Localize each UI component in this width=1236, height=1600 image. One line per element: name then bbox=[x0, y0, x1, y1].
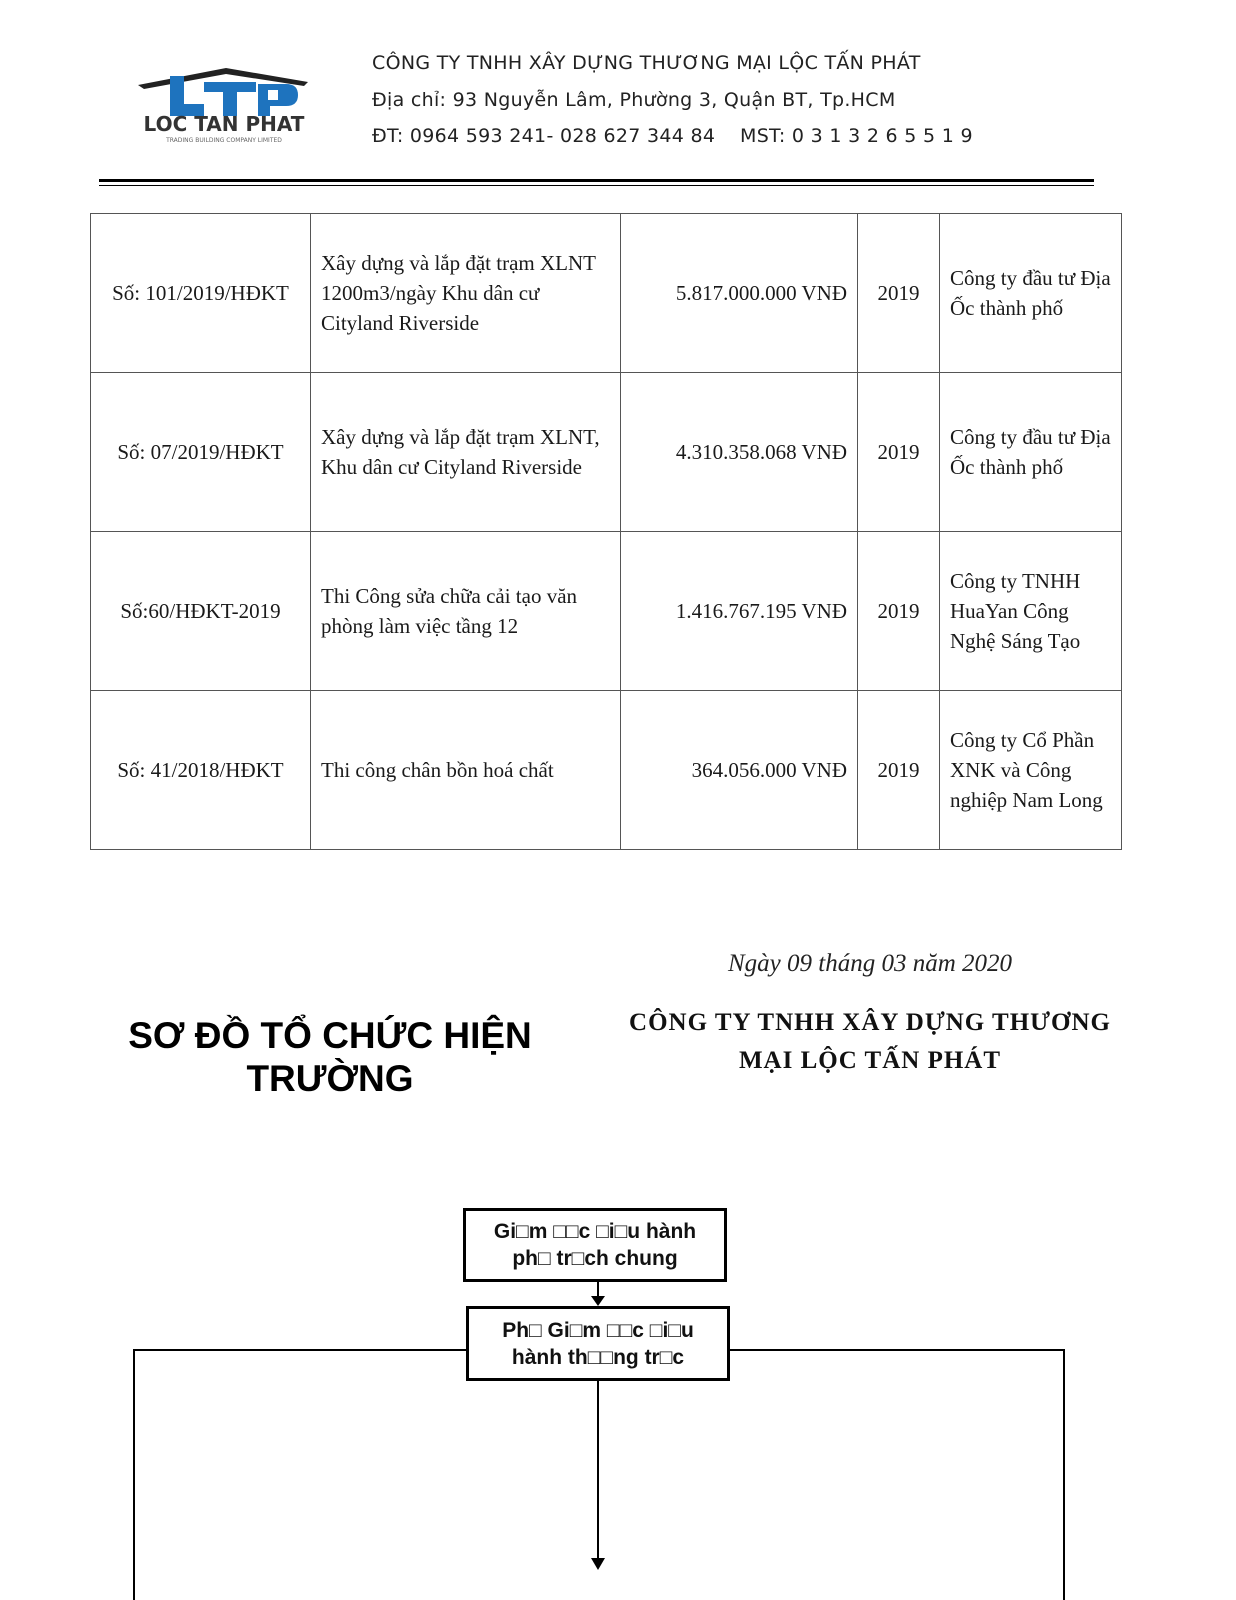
org-chart-title: SƠ ĐỒ TỔ CHỨC HIỆN TRƯỜNG bbox=[128, 1015, 532, 1099]
director-box: Gi□m □□c □i□u hành ph□ tr□ch chung bbox=[463, 1208, 727, 1282]
connector-left-horizontal bbox=[133, 1349, 466, 1351]
connector-right-vertical bbox=[1063, 1349, 1065, 1600]
contract-value: 4.310.358.068 VNĐ bbox=[621, 373, 858, 532]
contracts-table bbox=[90, 213, 1122, 850]
header-address: Địa chỉ: 93 Nguyễn Lâm, Phường 3, Quận BT, Tp.HCM bbox=[372, 89, 896, 111]
contract-number: Số: 41/2018/HĐKT bbox=[91, 691, 311, 850]
logo-subtext: TRADING BUILDING COMPANY LIMITED bbox=[166, 137, 282, 144]
contract-number: Số: 07/2019/HĐKT bbox=[91, 373, 311, 532]
contract-description: Thi công chân bồn hoá chất bbox=[311, 691, 621, 850]
contract-number: Số:60/HĐKT-2019 bbox=[91, 532, 311, 691]
arrow-head-icon bbox=[591, 1296, 605, 1306]
table-row bbox=[91, 691, 1122, 850]
contract-client: Công ty Cổ Phần XNK và Công nghiệp Nam Long bbox=[940, 691, 1122, 850]
contract-number: Số: 101/2019/HĐKT bbox=[91, 214, 311, 373]
logo-text: LOC TAN PHAT bbox=[143, 112, 305, 136]
contract-description: Thi Công sửa chữa cải tạo văn phòng làm việc tầng 12 bbox=[311, 532, 621, 691]
connector-right-horizontal bbox=[730, 1349, 1065, 1351]
company-title: CÔNG TY TNHH XÂY DỰNG THƯƠNG MẠI LỘC TẤN PHÁT bbox=[629, 1009, 1111, 1074]
contract-description: Xây dựng và lắp đặt trạm XLNT 1200m3/ngày Khu dân cư Cityland Riverside bbox=[311, 214, 621, 373]
contract-year: 2019 bbox=[858, 373, 940, 532]
contract-client: Công ty đầu tư Địa Ốc thành phố bbox=[940, 373, 1122, 532]
deputy-director-box: Ph□ Gi□m □□c □i□u hành th□□ng tr□c bbox=[466, 1306, 730, 1381]
contract-client: Công ty TNHH HuaYan Công Nghệ Sáng Tạo bbox=[940, 532, 1122, 691]
contract-year: 2019 bbox=[858, 532, 940, 691]
header-tax-code: MST: 0 3 1 3 2 6 5 5 1 9 bbox=[740, 125, 973, 147]
header-company-name: CÔNG TY TNHH XÂY DỰNG THƯƠNG MẠI LỘC TẤN PHÁT bbox=[372, 52, 921, 74]
contract-value: 5.817.000.000 VNĐ bbox=[621, 214, 858, 373]
connector-deputy-down bbox=[597, 1381, 599, 1560]
contract-value: 1.416.767.195 VNĐ bbox=[621, 532, 858, 691]
header-divider bbox=[99, 179, 1094, 182]
connector-left-vertical bbox=[133, 1349, 135, 1600]
contract-value: 364.056.000 VNĐ bbox=[621, 691, 858, 850]
table-row bbox=[91, 532, 1122, 691]
contract-description: Xây dựng và lắp đặt trạm XLNT, Khu dân cư Cityland Riverside bbox=[311, 373, 621, 532]
contract-client: Công ty đầu tư Địa Ốc thành phố bbox=[940, 214, 1122, 373]
contract-year: 2019 bbox=[858, 691, 940, 850]
contract-year: 2019 bbox=[858, 214, 940, 373]
date-line: Ngày 09 tháng 03 năm 2020 bbox=[727, 950, 1013, 977]
header-divider-thin bbox=[99, 185, 1094, 186]
arrow-head-icon bbox=[591, 1558, 605, 1570]
company-logo bbox=[108, 60, 340, 152]
table-row bbox=[91, 214, 1122, 373]
table-row bbox=[91, 373, 1122, 532]
header-phone: ĐT: 0964 593 241- 028 627 344 84 bbox=[372, 125, 716, 147]
